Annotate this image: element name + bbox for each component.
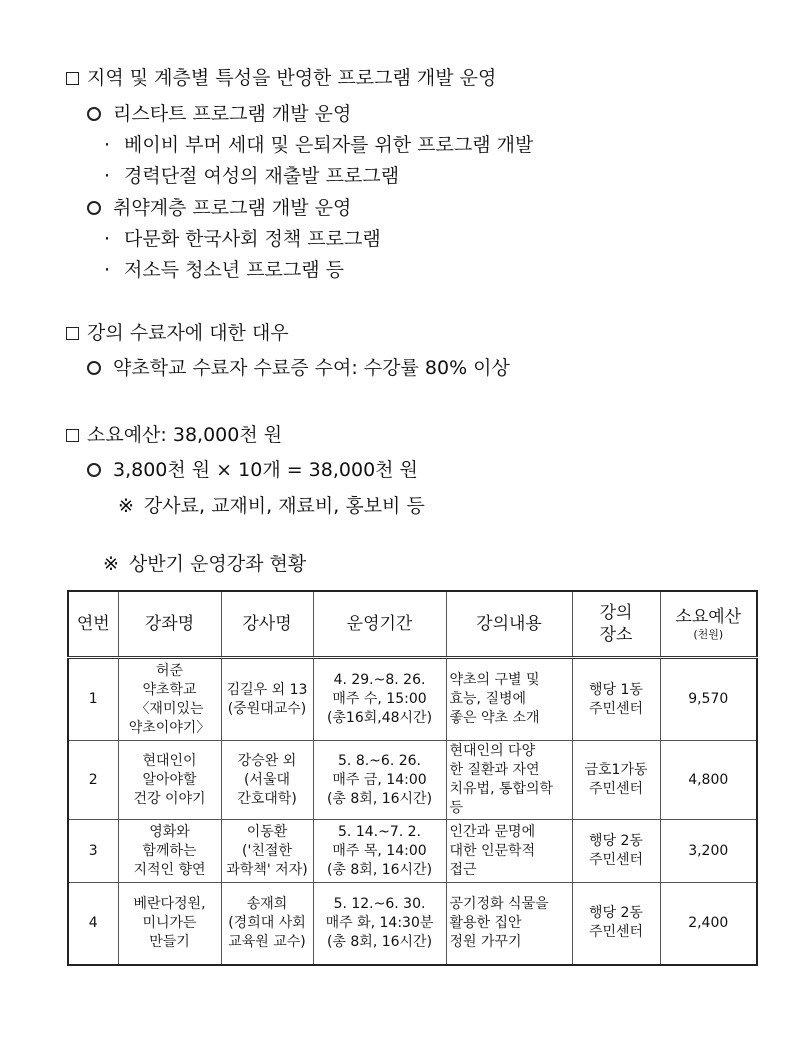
cell-instructor: 송재희 (경희대 사회 교육원 교수) [221, 883, 313, 965]
cell-instructor: 이동환 ('친절한 과학책' 저자) [221, 820, 313, 883]
cell-instructor: 김길우 외 13 (중원대교수) [221, 658, 313, 741]
section-2-heading: 강의 수료자에 대한 대우 [66, 321, 289, 345]
section-3-heading: 소요예산: 38,000천 원 [66, 423, 282, 447]
section-1-sub-2-item-2: · 저소득 청소년 프로그램 등 [100, 258, 344, 282]
cell-budget: 9,570 [660, 658, 757, 741]
header-instructor: 강사명 [221, 591, 313, 658]
cell-period: 5. 12.~6. 30. 매주 화, 14:30분 (총 8회, 16시간) [313, 883, 446, 965]
cell-no: 3 [68, 820, 118, 883]
middle-dot-icon: · [103, 134, 111, 156]
header-place: 강의 장소 [572, 591, 660, 658]
cell-place: 행당 1동 주민센터 [572, 658, 660, 741]
cell-period: 4. 29.~8. 26. 매주 수, 15:00 (총16회,48시간) [313, 658, 446, 741]
section-3-note: ※ 강사료, 교재비, 재료비, 홍보비 등 [118, 495, 425, 517]
table-row [68, 741, 757, 820]
section-1-sub-1: 리스타트 프로그램 개발 운영 [87, 102, 351, 126]
section-3-sub-1: 3,800천 원 × 10개 = 38,000천 원 [87, 458, 418, 482]
cell-period: 5. 8.~6. 26. 매주 금, 14:00 (총 8회, 16시간) [313, 741, 446, 820]
cell-content: 현대인의 다양 한 질환과 자연 치유법, 통합의학 등 [446, 741, 572, 820]
header-budget [660, 591, 757, 658]
square-bullet-icon [66, 429, 79, 442]
middle-dot-icon: · [103, 165, 111, 187]
circle-bullet-icon [87, 361, 101, 375]
header-period: 운영기간 [313, 591, 446, 658]
reference-mark: ※ [103, 553, 119, 575]
cell-no: 4 [68, 883, 118, 965]
header-budget-label: 소요예산 [675, 607, 742, 627]
header-budget-unit: (천원) [693, 628, 724, 641]
square-bullet-icon [66, 72, 79, 85]
cell-content: 공기정화 식물을 활용한 집안 정원 가꾸기 [446, 883, 572, 965]
cell-budget: 4,800 [660, 741, 757, 820]
header-content: 강의내용 [446, 591, 572, 658]
circle-bullet-icon [87, 463, 101, 477]
cell-budget: 3,200 [660, 820, 757, 883]
section-1-sub-2: 취약계층 프로그램 개발 운영 [87, 196, 351, 220]
section-1-sub-2-item-1: · 다문화 한국사회 정책 프로그램 [100, 227, 381, 251]
cell-no: 2 [68, 741, 118, 820]
header-course: 강좌명 [118, 591, 221, 658]
cell-budget: 2,400 [660, 883, 757, 965]
table-header-row [68, 591, 757, 658]
cell-content: 인간과 문명에 대한 인문학적 접근 [446, 820, 572, 883]
section-2-sub-1: 약초학교 수료자 수료증 수여: 수강률 80% 이상 [87, 356, 510, 380]
cell-place: 행당 2동 주민센터 [572, 820, 660, 883]
course-status-table [67, 590, 758, 966]
cell-place: 행당 2동 주민센터 [572, 883, 660, 965]
cell-course: 현대인이 알아야할 건강 이야기 [118, 741, 221, 820]
circle-bullet-icon [87, 201, 101, 215]
table-row [68, 658, 757, 741]
header-no: 연번 [68, 591, 118, 658]
cell-course: 영화와 함께하는 지적인 향연 [118, 820, 221, 883]
cell-content: 약초의 구별 및 효능, 질병에 좋은 약초 소개 [446, 658, 572, 741]
cell-course: 베란다정원, 미니가든 만들기 [118, 883, 221, 965]
reference-mark: ※ [118, 495, 134, 517]
section-1-sub-1-item-1: · 베이비 부머 세대 및 은퇴자를 위한 프로그램 개발 [100, 133, 533, 157]
cell-course: 허준 약초학교 〈재미있는 약초이야기〉 [118, 658, 221, 741]
table-row [68, 820, 757, 883]
cell-instructor: 강승완 외 (서울대 간호대학) [221, 741, 313, 820]
table-row [68, 883, 757, 965]
middle-dot-icon: · [103, 259, 111, 281]
square-bullet-icon [66, 327, 79, 340]
section-1-heading: 지역 및 계층별 특성을 반영한 프로그램 개발 운영 [66, 66, 496, 90]
section-1-sub-1-item-2: · 경력단절 여성의 재출발 프로그램 [100, 164, 399, 188]
cell-place: 금호1가동 주민센터 [572, 741, 660, 820]
status-title: ※ 상반기 운영강좌 현황 [103, 553, 307, 575]
cell-period: 5. 14.~7. 2. 매주 목, 14:00 (총 8회, 16시간) [313, 820, 446, 883]
circle-bullet-icon [87, 107, 101, 121]
middle-dot-icon: · [103, 228, 111, 250]
cell-no: 1 [68, 658, 118, 741]
